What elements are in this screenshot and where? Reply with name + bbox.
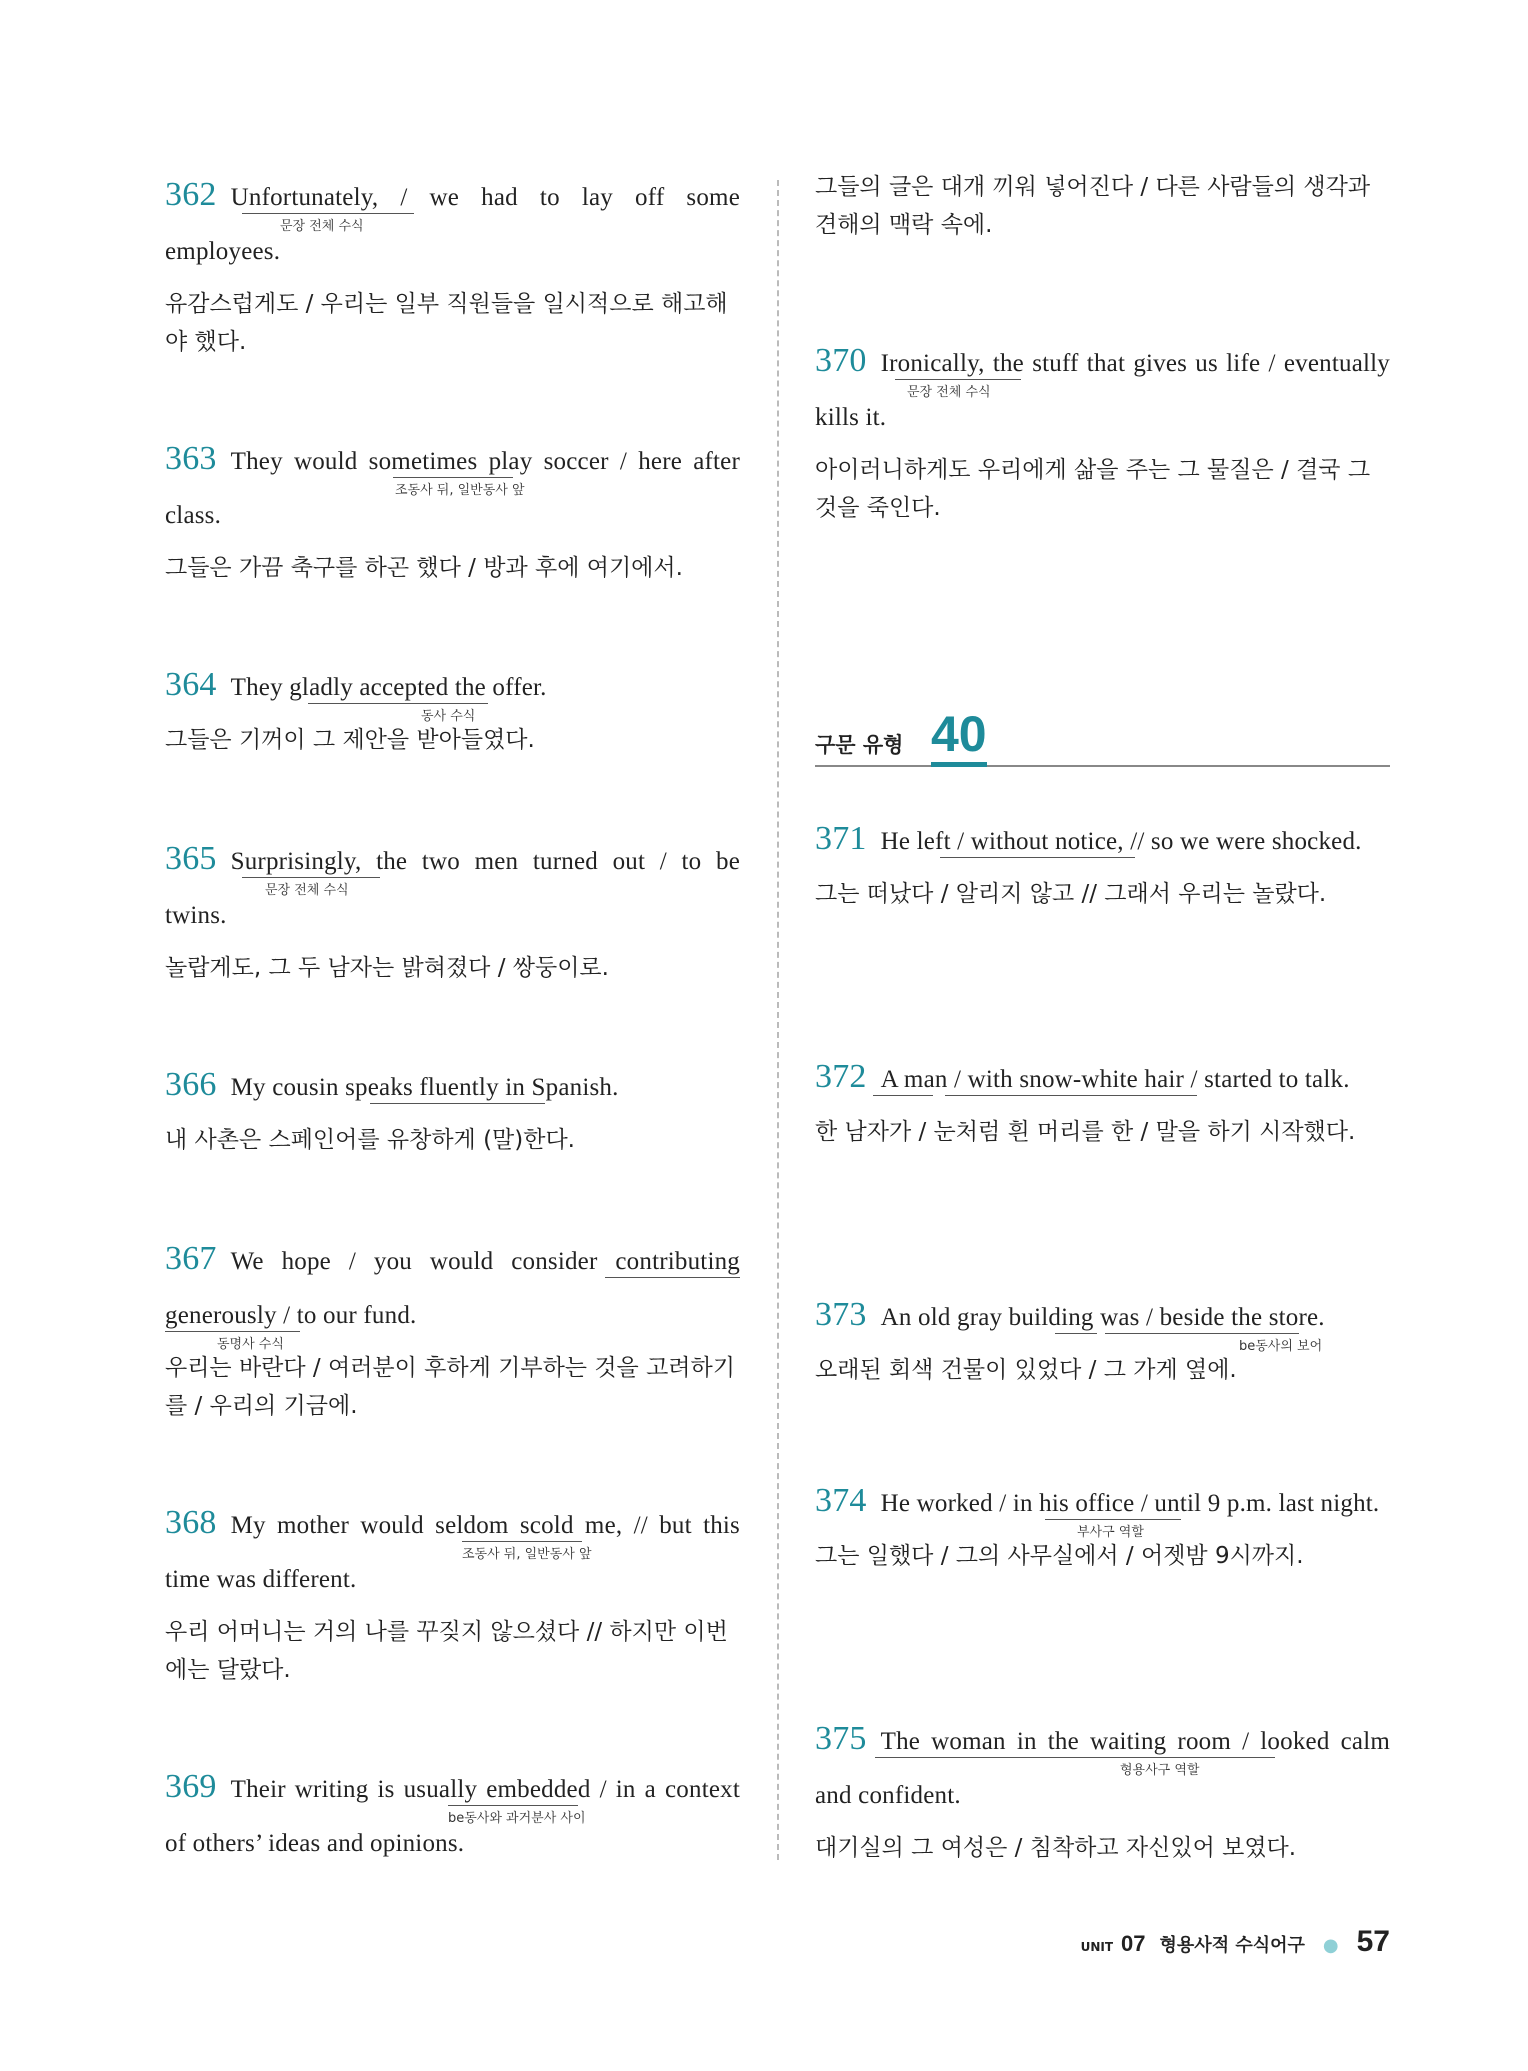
grammar-note: 문장 전체 수식 [907,385,991,400]
entry-number: 374 [815,1482,867,1519]
english-sentence: 372 A man / with snow-white hair / started to talk. [815,1058,1350,1095]
korean-translation: 오래된 회색 건물이 있었다 / 그 가게 옆에. [815,1357,1237,1383]
entry-368 [165,1496,740,1689]
grammar-note: 형용사구 역할 [1120,1763,1200,1778]
underline [393,477,513,478]
entry-375 [815,1712,1390,1867]
entry-number: 366 [165,1066,217,1103]
korean-translation: 그는 일했다 / 그의 사무실에서 / 어젯밤 9시까지. [815,1543,1304,1569]
underline [165,1331,300,1332]
entry-372 [815,1050,1390,1151]
separator-dot-icon: ● [1322,1935,1339,1956]
english-sentence: 366 My cousin speaks fluently in Spanish. [165,1066,619,1103]
korean-translation: 내 사촌은 스페인어를 유창하게 (말)한다. [165,1127,575,1153]
grammar-note: 동명사 수식 [217,1337,284,1352]
english-sentence: 364 They gladly accepted the offer. [165,666,547,703]
entry-number: 368 [165,1504,217,1541]
grammar-note: be동사의 보어 [1239,1339,1323,1354]
english-sentence: 363 They would sometimes play soccer / here after class. [165,440,740,529]
page-number: 57 [1356,1925,1390,1958]
entry-373 [815,1288,1390,1389]
underline [940,857,1135,858]
korean-translation: 한 남자가 / 눈처럼 흰 머리를 한 / 말을 하기 시작했다. [815,1119,1356,1145]
entry-number: 362 [165,176,217,213]
page-footer [1081,1925,1390,1959]
underline [370,1103,545,1104]
grammar-note: 문장 전체 수식 [265,883,349,898]
korean-translation: 그들은 기꺼이 그 제안을 받아들였다. [165,727,535,753]
underline [1055,1333,1097,1334]
underline [875,1757,1275,1758]
korean-translation: 그들은 가끔 축구를 하곤 했다 / 방과 후에 여기에서. [165,555,683,581]
korean-translation: 놀랍게도, 그 두 남자는 밝혀졌다 / 쌍둥이로. [165,955,609,981]
sentence-pattern-header [815,705,1390,767]
underline [462,1541,582,1542]
pattern-label: 구문 유형 [815,733,904,757]
entry-371 [815,812,1390,913]
grammar-note: 조동사 뒤, 일반동사 앞 [395,483,525,498]
english-sentence: 373 An old gray building was / beside the store. [815,1296,1325,1333]
entry-362 [165,168,740,361]
grammar-note: 조동사 뒤, 일반동사 앞 [462,1547,592,1562]
unit-number: 07 [1121,1931,1146,1956]
korean-translation: 아이러니하게도 우리에게 삶을 주는 그 물질은 / 결국 그것을 죽인다. [815,457,1371,521]
entry-363 [165,432,740,587]
entry-374 [815,1474,1390,1575]
underline [1045,1519,1181,1520]
entry-365 [165,832,740,987]
entry-369 [165,1760,740,1871]
entry-number: 363 [165,440,217,477]
english-sentence: 362 Unfortunately, / we had to lay off some employees. [165,176,740,265]
pattern-number: 40 [931,706,987,767]
english-sentence: 371 He left / without notice, // so we were shocked. [815,820,1362,857]
english-sentence: 368 My mother would seldom scold me, // but this time was different. [165,1504,740,1593]
underline [605,1277,740,1278]
entry-367 [165,1232,740,1425]
entry-369-continued [815,168,1390,244]
grammar-note: 동사 수식 [421,709,476,724]
unit-label: UNIT [1080,1940,1114,1954]
underline [448,1805,578,1806]
korean-translation: 그들의 글은 대개 끼워 넣어진다 / 다른 사람들의 생각과 견해의 맥락 속에. [815,174,1371,238]
underline [1105,1333,1299,1334]
english-sentence: 367 We hope / you would consider contributing generously / to our fund. [165,1240,740,1329]
underline [242,877,380,878]
underline [242,213,414,214]
entry-number: 367 [165,1240,217,1277]
underline [945,1095,1197,1096]
entry-number: 373 [815,1296,867,1333]
korean-translation: 대기실의 그 여성은 / 침착하고 자신있어 보였다. [815,1835,1297,1861]
underline [895,379,1021,380]
grammar-note: be동사와 과거분사 사이 [448,1811,586,1826]
entry-number: 372 [815,1058,867,1095]
grammar-note: 문장 전체 수식 [280,219,364,234]
english-sentence: 370 Ironically, the stuff that gives us life / eventually kills it. [815,342,1390,431]
korean-translation: 우리 어머니는 거의 나를 꾸짖지 않으셨다 // 하지만 이번에는 달랐다. [165,1619,728,1683]
entry-370 [815,334,1390,527]
column-divider [777,180,779,1860]
underline [873,1095,933,1096]
english-sentence: 375 The woman in the waiting room / looked calm and confident. [815,1720,1390,1809]
english-sentence: 365 Surprisingly, the two men turned out / to be twins. [165,840,740,929]
korean-translation: 유감스럽게도 / 우리는 일부 직원들을 일시적으로 해고해야 했다. [165,291,728,355]
entry-number: 364 [165,666,217,703]
entry-364 [165,658,740,759]
entry-number: 375 [815,1720,867,1757]
english-sentence: 369 Their writing is usually embedded / in a context of others’ ideas and opinions. [165,1768,740,1857]
entry-number: 365 [165,840,217,877]
entry-number: 370 [815,342,867,379]
entry-366 [165,1058,740,1159]
unit-title: 형용사적 수식어구 [1159,1935,1305,1956]
korean-translation: 그는 떠났다 / 알리지 않고 // 그래서 우리는 놀랐다. [815,881,1327,907]
entry-number: 369 [165,1768,217,1805]
grammar-note: 부사구 역할 [1077,1525,1144,1540]
english-sentence: 374 He worked / in his office / until 9 p.m. last night. [815,1482,1380,1519]
entry-number: 371 [815,820,867,857]
underline [308,703,488,704]
korean-translation: 우리는 바란다 / 여러분이 후하게 기부하는 것을 고려하기를 / 우리의 기금에. [165,1355,735,1419]
